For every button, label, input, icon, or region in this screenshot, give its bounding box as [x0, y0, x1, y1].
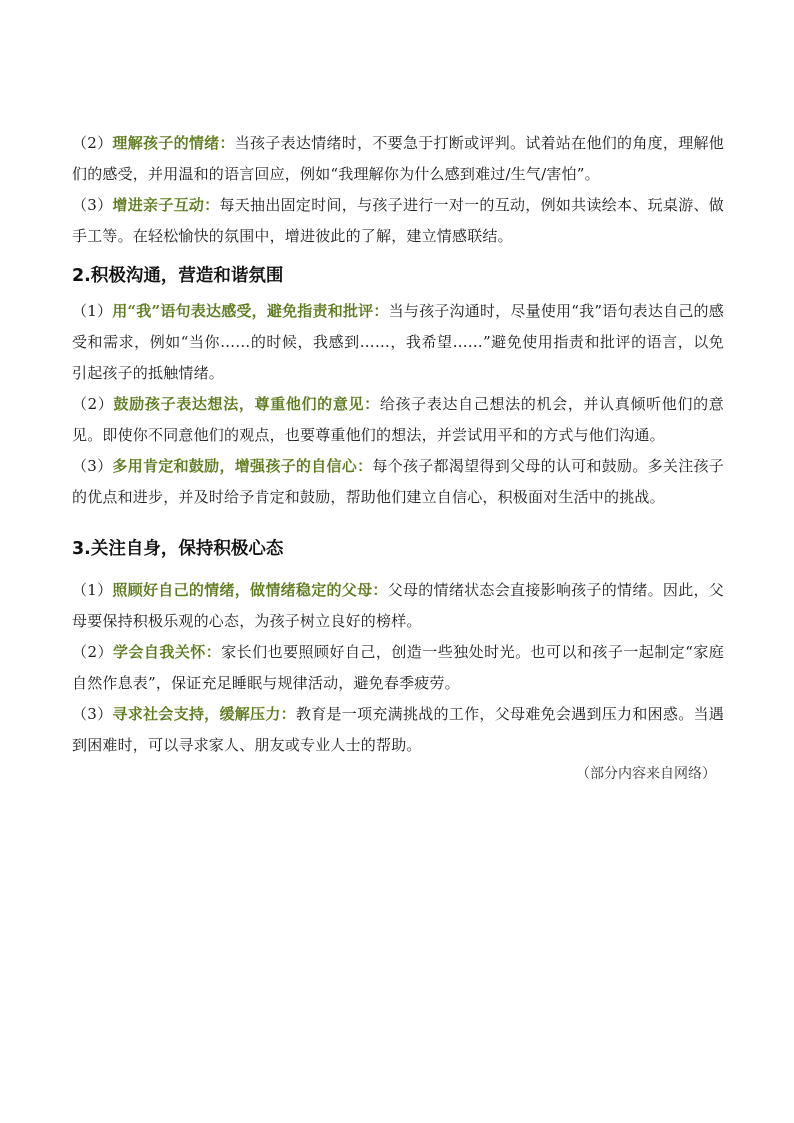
item-text: 当与孩子沟通时，尽量使用“我”语句表达自己的感受和需求，例如“当你……的时候，我感到……，我希望……”避免使用指责和批评的语言，以免引起孩子的抵触情绪。: [72, 302, 724, 382]
item-highlight: 学会自我关怀：: [112, 643, 222, 661]
item-highlight: 用“我”语句表达感受，避免指责和批评：: [112, 302, 389, 320]
paragraph-parent-child-interaction: [72, 190, 724, 252]
item-text: 给孩子表达自己想法的机会，并认真倾听他们的意见。即使你不同意他们的观点，也要尊重他们的想法，并尝试用平和的方式与他们沟通。: [72, 395, 724, 444]
item-highlight: 增进亲子互动：: [112, 196, 220, 214]
paragraph-affirmation: [72, 451, 724, 513]
item-text: 当孩子表达情绪时，不要急于打断或评判。试着站在他们的角度，理解他们的感受，并用温和的语言回应，例如“我理解你为什么感到难过/生气/害怕”。: [72, 134, 724, 183]
item-number: （1）: [72, 302, 113, 320]
section-heading-communication: 2.积极沟通，营造和谐氛围: [72, 266, 284, 286]
paragraph-encourage-expression: [72, 389, 724, 451]
paragraph-i-statements: [72, 296, 724, 389]
item-text: 教育是一项充满挑战的工作，父母难免会遇到压力和困惑。当遇到困难时，可以寻求家人、朋友或专业人士的帮助。: [72, 705, 724, 754]
paragraph-social-support: [72, 699, 724, 761]
section-heading-self-care: 3.关注自身，保持积极心态: [72, 539, 284, 559]
item-text: 父母的情绪状态会直接影响孩子的情绪。因此，父母要保持积极乐观的心态，为孩子树立良好的榜样。: [72, 581, 724, 630]
item-number: （2）: [72, 643, 113, 661]
item-highlight: 鼓励孩子表达想法，尊重他们的意见：: [113, 395, 380, 413]
item-number: （3）: [72, 705, 113, 723]
item-text: 每天抽出固定时间，与孩子进行一对一的互动，例如共读绘本、玩桌游、做手工等。在轻松愉快的氛围中，增进彼此的了解，建立情感联结。: [72, 196, 724, 245]
item-number: （2）: [72, 134, 113, 152]
paragraph-understand-emotions: [72, 128, 724, 190]
item-number: （2）: [72, 395, 114, 413]
item-number: （3）: [72, 196, 113, 214]
item-highlight: 照顾好自己的情绪，做情绪稳定的父母：: [112, 581, 388, 599]
item-text: 家长们也要照顾好自己，创造一些独处时光。也可以和孩子一起制定“家庭自然作息表”，保证充足睡眠与规律活动，避免春季疲劳。: [72, 643, 724, 692]
paragraph-self-care: [72, 637, 724, 699]
item-highlight: 理解孩子的情绪：: [112, 134, 235, 152]
item-number: （1）: [72, 581, 113, 599]
source-note: （部分内容来自网络）: [576, 766, 716, 782]
item-highlight: 寻求社会支持，缓解压力：: [112, 705, 296, 723]
item-highlight: 多用肯定和鼓励，增强孩子的自信心：: [112, 457, 373, 475]
paragraph-stable-emotions: [72, 575, 724, 637]
item-number: （3）: [72, 457, 113, 475]
item-text: 每个孩子都渴望得到父母的认可和鼓励。多关注孩子的优点和进步，并及时给予肯定和鼓励，帮助他们建立自信心，积极面对生活中的挑战。: [72, 457, 724, 506]
